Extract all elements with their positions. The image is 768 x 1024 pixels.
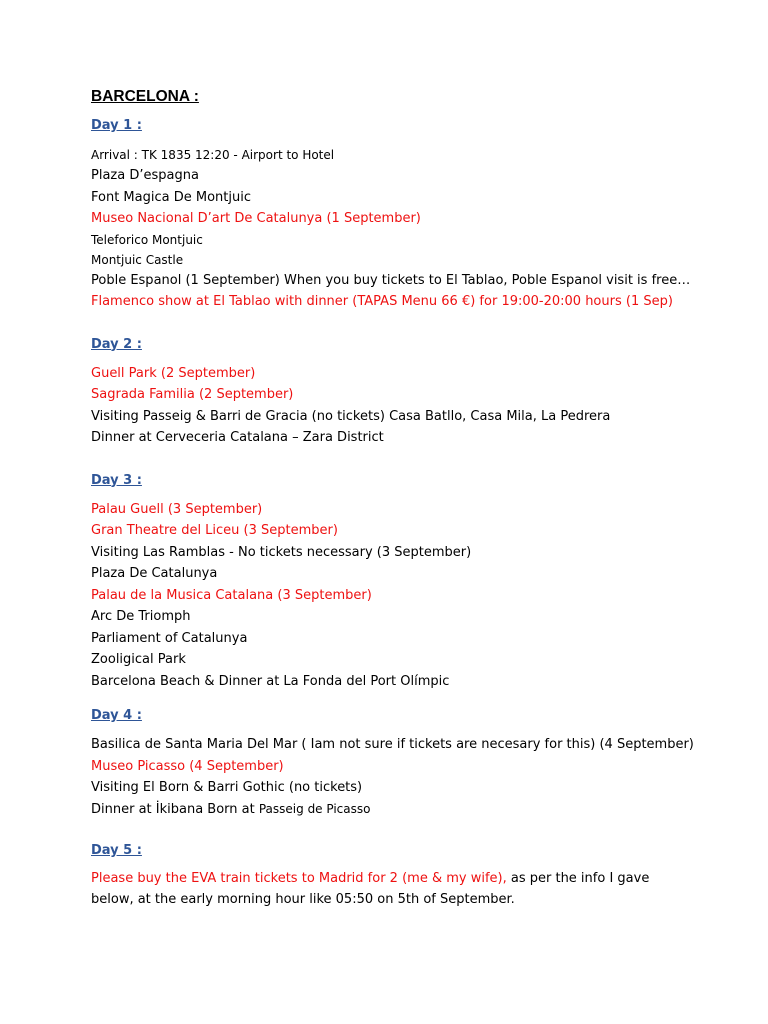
day-1-line: Plaza D’espagna xyxy=(91,168,199,183)
day-3-line: Zooligical Park xyxy=(91,652,186,667)
day-5-section xyxy=(91,841,731,910)
day-4-dinner-suffix: Passeig de Picasso xyxy=(258,801,371,816)
day-4-line: Visiting El Born & Barri Gothic (no tickets) xyxy=(91,780,363,795)
day-5-request-highlight: Please buy the EVA train tickets to Madrid for 2 (me & my wife), xyxy=(91,871,507,886)
day-4-line: Basilica de Santa Maria Del Mar ( Iam not sure if tickets are necesary for this) (4 September) xyxy=(91,737,694,752)
day-4-line: Museo Picasso (4 September) xyxy=(91,758,284,774)
day-4-heading: Day 4 : xyxy=(91,708,142,723)
day-5-request-rest: as per the info I gave below, at the early morning hour like 05:50 on 5th of September. xyxy=(91,871,650,907)
day-1-heading: Day 1 : xyxy=(91,118,142,133)
day-3-line: Gran Theatre del Liceu (3 September) xyxy=(91,523,338,538)
day-4-section xyxy=(91,706,731,820)
day-1-line: Montjuic Castle xyxy=(91,252,184,267)
day-4-dinner-prefix: Dinner at İkibana Born at xyxy=(91,801,259,817)
day-3-line: Visiting Las Ramblas - No tickets necessary (3 September) xyxy=(91,544,472,560)
day-2-heading: Day 2 : xyxy=(91,336,142,352)
day-2-line: Guell Park (2 September) xyxy=(91,365,256,381)
document-title: BARCELONA : xyxy=(91,88,199,105)
document-page xyxy=(91,86,731,910)
day-3-line: Plaza De Catalunya xyxy=(91,566,218,581)
day-3-line: Palau de la Musica Catalana (3 September) xyxy=(91,587,372,603)
day-3-line: Arc De Triomph xyxy=(91,609,191,624)
day-5-request xyxy=(91,869,681,910)
day-1-line: Teleforico Montjuic xyxy=(91,232,203,247)
day-1-line: Font Magica De Montjuic xyxy=(91,189,251,205)
day-2-section xyxy=(91,335,731,449)
day-1-line: Poble Espanol (1 September) When you buy tickets to El Tablao, Poble Espanol visit is free… xyxy=(91,272,691,288)
day-3-heading: Day 3 : xyxy=(91,472,142,488)
day-2-line: Sagrada Familia (2 September) xyxy=(91,387,294,402)
day-1-line: Arrival : TK 1835 12:20 - Airport to Hotel xyxy=(91,148,335,162)
day-2-line: Visiting Passeig & Barri de Gracia (no tickets) Casa Batllo, Casa Mila, La Pedrera xyxy=(91,408,611,424)
day-1-line: Museo Nacional D’art De Catalunya (1 September) xyxy=(91,211,421,226)
day-5-heading: Day 5 : xyxy=(91,843,142,858)
day-3-line: Palau Guell (3 September) xyxy=(91,501,263,517)
day-1-section xyxy=(91,116,731,313)
day-2-line: Dinner at Cerveceria Catalana – Zara District xyxy=(91,430,384,445)
day-3-section xyxy=(91,471,731,693)
day-3-line: Parliament of Catalunya xyxy=(91,630,248,646)
day-1-line: Flamenco show at El Tablao with dinner (TAPAS Menu 66 €) for 19:00-20:00 hours (1 Sep) xyxy=(91,294,673,309)
day-3-line: Barcelona Beach & Dinner at La Fonda del Port Olímpic xyxy=(91,673,450,689)
day-4-dinner-line xyxy=(91,799,731,821)
